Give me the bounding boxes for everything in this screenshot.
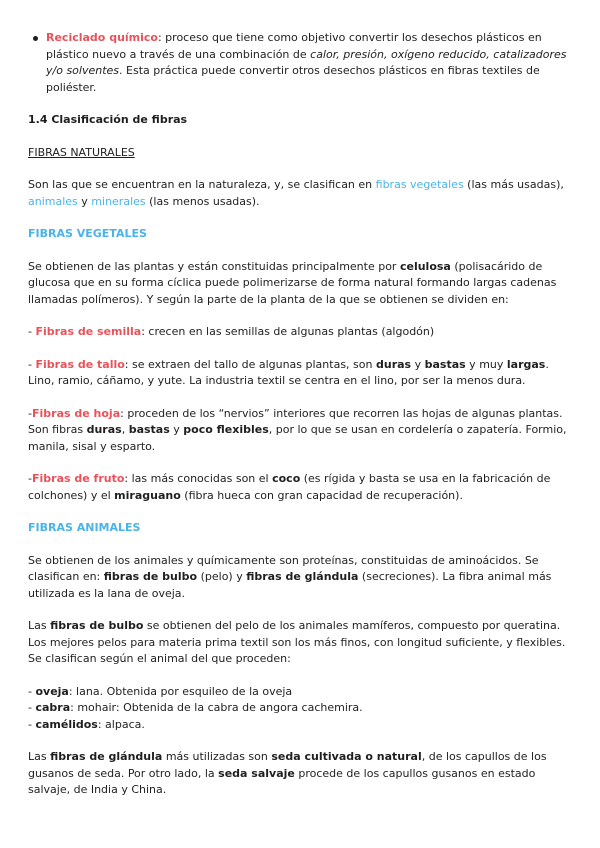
reciclado-list: [46, 30, 568, 96]
semilla-term: Fibras de semilla: [35, 325, 142, 338]
bullet-dot-icon: [33, 36, 38, 41]
dash: -: [28, 325, 36, 338]
celulosa-bold: celulosa: [399, 259, 451, 273]
tallo-item: [28, 357, 568, 390]
list-item: [28, 717, 568, 734]
dash: -: [28, 406, 32, 420]
fruto-text: (fibra hueca con gran capacidad de recuperación).: [180, 488, 463, 502]
tallo-bold: bastas: [424, 357, 466, 371]
fruto-text: : las más conocidas son el: [124, 472, 273, 485]
semilla-item: [28, 324, 568, 341]
tallo-bold: largas: [506, 357, 546, 371]
hoja-item: [28, 406, 568, 456]
list-item: [28, 700, 568, 717]
animales-text: , de los capullos de los gusanos de seda. Por otro lado, la: [28, 750, 547, 780]
hoja-text: , por lo que se usan en cordelería o zapatería. Formio, manila, sisal y esparto.: [28, 423, 567, 453]
tallo-text: y: [411, 357, 425, 371]
reciclado-italic: calor, presión, oxígeno reducido, catalizadores y/o solventes: [46, 47, 567, 77]
animales-text: más utilizadas son: [162, 750, 272, 763]
fruto-term: Fibras de fruto: [31, 472, 125, 485]
animales-paragraph-3: [28, 749, 568, 799]
reciclado-text: : proceso que tiene como objetivo convertir los desechos plásticos en plástico nuevo a través de una combinación de: [46, 31, 542, 61]
hoja-term: Fibras de hoja: [31, 406, 121, 420]
hoja-bold: duras: [86, 423, 122, 436]
hoja-text: y: [169, 423, 184, 436]
semilla-text: : crecen en las semillas de algunas plantas (algodón): [141, 325, 435, 338]
tallo-text: : se extraen del tallo de algunas plantas, son: [124, 357, 376, 371]
animales-bold: fibras de glándula: [246, 570, 359, 583]
naturales-paragraph: [28, 177, 568, 210]
reciclado-item: [46, 30, 568, 96]
hoja-text: ,: [121, 423, 129, 436]
animal-text: : mohair: Obtenida de la cabra de angora cachemira.: [70, 701, 363, 714]
reciclado-text-end: . Esta práctica puede convertir otros desechos plásticos en fibras textiles de poliéster.: [46, 64, 540, 94]
dash: -: [28, 684, 36, 698]
dash: -: [28, 701, 36, 714]
animales-text: Las: [28, 750, 51, 763]
hoja-text: : proceden de los “nervios” interiores que recorren las hojas de algunas plantas. Son fibras: [28, 406, 563, 436]
naturales-heading: FIBRAS NATURALES: [28, 145, 135, 159]
animales-text: Se obtienen de los animales y químicamente son proteínas, constituidas de aminoácidos. Se clasifican en:: [28, 553, 539, 583]
animales-bold: seda salvaje: [218, 766, 295, 780]
animales-paragraph-1: [28, 553, 568, 603]
section-title: 1.4 Clasificación de fibras: [28, 113, 188, 126]
animales-bold: fibras de bulbo: [103, 570, 198, 583]
animales-text: se obtienen del pelo de los animales mamíferos, compuesto por queratina. Los mejores pelos para materia prima textil son los más finos, con longitud suficiente, y flexibles. Se clasifican según el animal del que proceden:: [28, 619, 566, 665]
document-page: [28, 30, 568, 799]
animal-name: cabra: [35, 701, 71, 714]
list-item: [28, 684, 568, 701]
animal-text: : alpaca.: [97, 717, 145, 731]
tallo-term: Fibras de tallo: [35, 357, 125, 371]
link-minerales[interactable]: minerales: [91, 194, 146, 208]
vegetales-intro-text: Se obtienen de las plantas y están constituidas principalmente por: [28, 259, 400, 273]
fruto-bold: miraguano: [114, 488, 181, 502]
animales-bold: fibras de bulbo: [50, 619, 144, 632]
dash: -: [28, 472, 32, 485]
animales-paragraph-2: [28, 618, 568, 668]
animal-name: camélidos: [35, 717, 98, 731]
dash: -: [28, 717, 36, 731]
fruto-bold: coco: [272, 472, 301, 485]
vegetales-heading: FIBRAS VEGETALES: [28, 227, 147, 240]
animales-heading: FIBRAS ANIMALES: [28, 521, 141, 534]
hoja-bold: poco flexibles: [183, 423, 269, 436]
animal-list: [28, 684, 568, 734]
naturales-text: (las menos usadas).: [145, 194, 260, 208]
naturales-text: Son las que se encuentran en la naturaleza, y, se clasifican en: [28, 178, 376, 191]
naturales-text: (las más usadas),: [463, 178, 564, 191]
animales-text: Las: [28, 619, 51, 632]
naturales-text: y: [77, 194, 92, 208]
animales-text: procede de los capullos gusanos en estado salvaje, de India y China.: [28, 766, 536, 796]
animales-bold: fibras de glándula: [50, 750, 163, 763]
tallo-text: y muy: [465, 357, 507, 371]
reciclado-term: Reciclado químico: [46, 31, 158, 44]
animales-text: (secreciones). La fibra animal más utilizada es la lana de oveja.: [28, 570, 552, 600]
fruto-item: [28, 471, 568, 504]
animal-name: oveja: [35, 684, 69, 698]
animales-text: (pelo) y: [197, 570, 247, 583]
hoja-bold: bastas: [128, 423, 170, 436]
vegetales-intro: [28, 259, 568, 309]
link-animales[interactable]: animales: [28, 194, 78, 208]
tallo-text: . Lino, ramio, cáñamo, y yute. La industria textil se centra en el lino, por ser la menos dura.: [28, 357, 549, 387]
vegetales-intro-text: (polisacárido de glucosa que en su forma cíclica puede polimerizarse de forma natural formando largas cadenas llamadas polímeros). Y según la parte de la planta de la que se obtienen se dividen en:: [28, 259, 557, 306]
link-fibras-vegetales[interactable]: fibras vegetales: [375, 178, 464, 191]
dash: -: [28, 357, 36, 371]
animal-text: : lana. Obtenida por esquileo de la oveja: [68, 684, 293, 698]
tallo-bold: duras: [375, 357, 412, 371]
animales-bold: seda cultivada o natural: [271, 750, 422, 763]
fruto-text: (es rígida y basta se usa en la fabricación de colchones) y el: [28, 472, 551, 502]
